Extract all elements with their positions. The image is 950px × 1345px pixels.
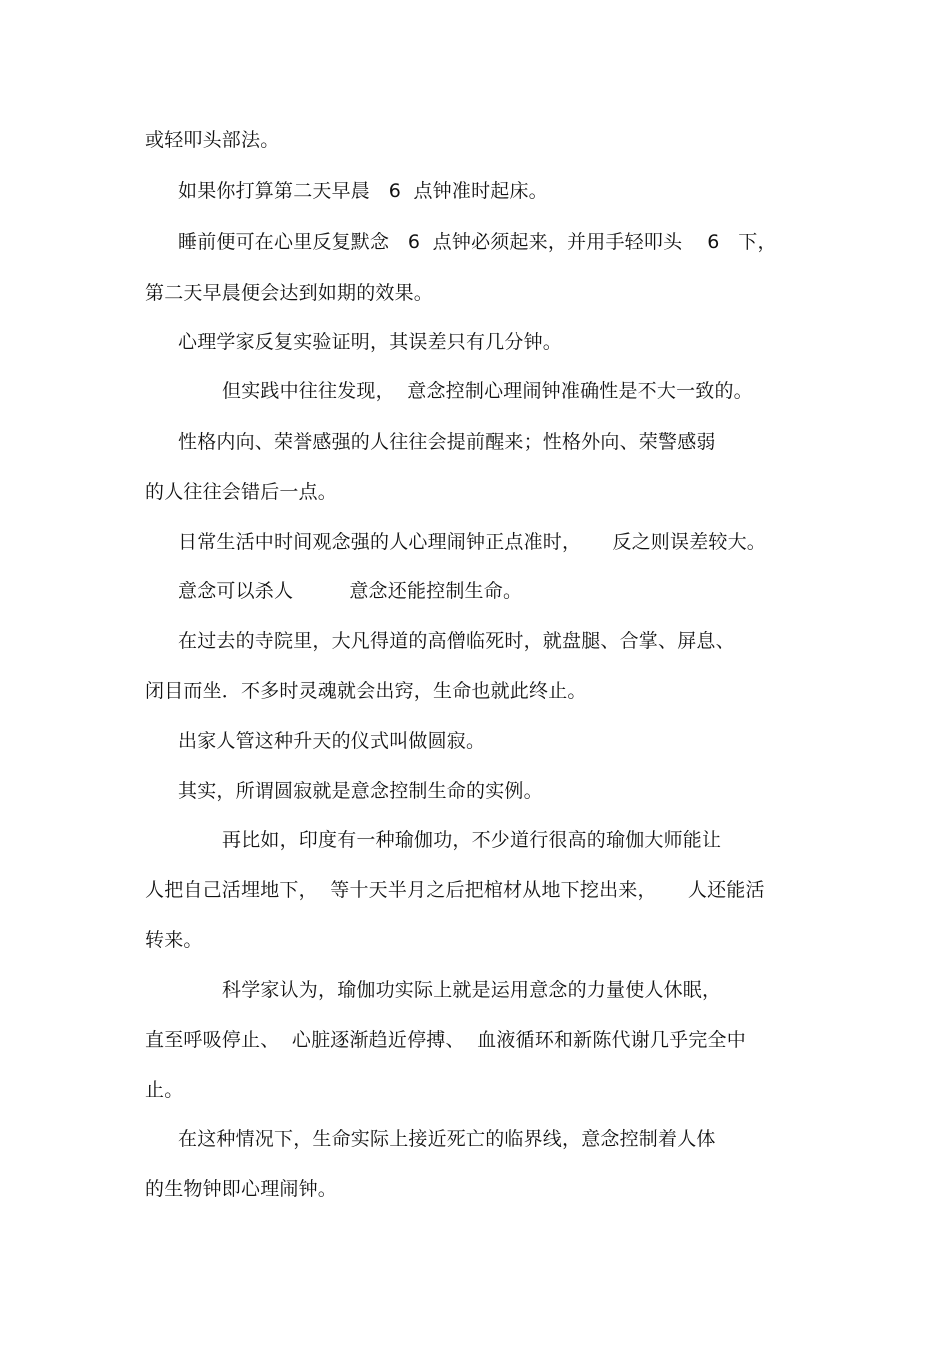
text-line: 其实，所谓圆寂就是意念控制生命的实例。 [178, 780, 543, 802]
text-line: 的生物钟即心理闹钟。 [145, 1178, 338, 1200]
text-line: 在过去的寺院里，大凡得道的高僧临死时，就盘腿、合掌、屏息、 [178, 630, 735, 652]
text-line: 在这种情况下，生命实际上接近死亡的临界线，意念控制着人体 [178, 1128, 716, 1150]
text-line: 睡前便可在心里反复默念 6 点钟必须起来，并用手轻叩头 6 下， [178, 231, 777, 253]
text-line: 日常生活中时间观念强的人心理闹钟正点准时， 反之则误差较大。 [178, 531, 766, 553]
text-line: 或轻叩头部法。 [145, 129, 280, 151]
text-line: 但实践中往往发现， 意念控制心理闹钟准确性是不大一致的。 [222, 380, 753, 402]
text-line: 意念可以杀人 意念还能控制生命。 [178, 580, 523, 602]
text-line: 的人往往会错后一点。 [145, 481, 338, 503]
text-line: 再比如，印度有一种瑜伽功，不少道行很高的瑜伽大师能让 [222, 829, 722, 851]
text-line: 止。 [145, 1079, 184, 1101]
text-line: 心理学家反复实验证明，其误差只有几分钟。 [178, 331, 563, 353]
text-line: 性格内向、荣誉感强的人往往会提前醒来；性格外向、荣警感弱 [178, 431, 716, 453]
text-line: 科学家认为，瑜伽功实际上就是运用意念的力量使人休眠， [222, 979, 722, 1001]
text-line: 闭目而坐．不多时灵魂就会出窍，生命也就此终止。 [145, 680, 587, 702]
text-line: 直至呼吸停止、 心脏逐渐趋近停搏、 血液循环和新陈代谢几乎完全中 [145, 1029, 746, 1051]
text-line: 出家人管这种升天的仪式叫做圆寂。 [178, 730, 486, 752]
text-line: 第二天早晨便会达到如期的效果。 [145, 282, 434, 304]
text-line: 人把自己活埋地下， 等十天半月之后把棺材从地下挖出来， 人还能活 [145, 879, 765, 901]
text-line: 转来。 [145, 929, 203, 951]
text-line: 如果你打算第二天早晨 6 点钟准时起床。 [178, 180, 548, 202]
